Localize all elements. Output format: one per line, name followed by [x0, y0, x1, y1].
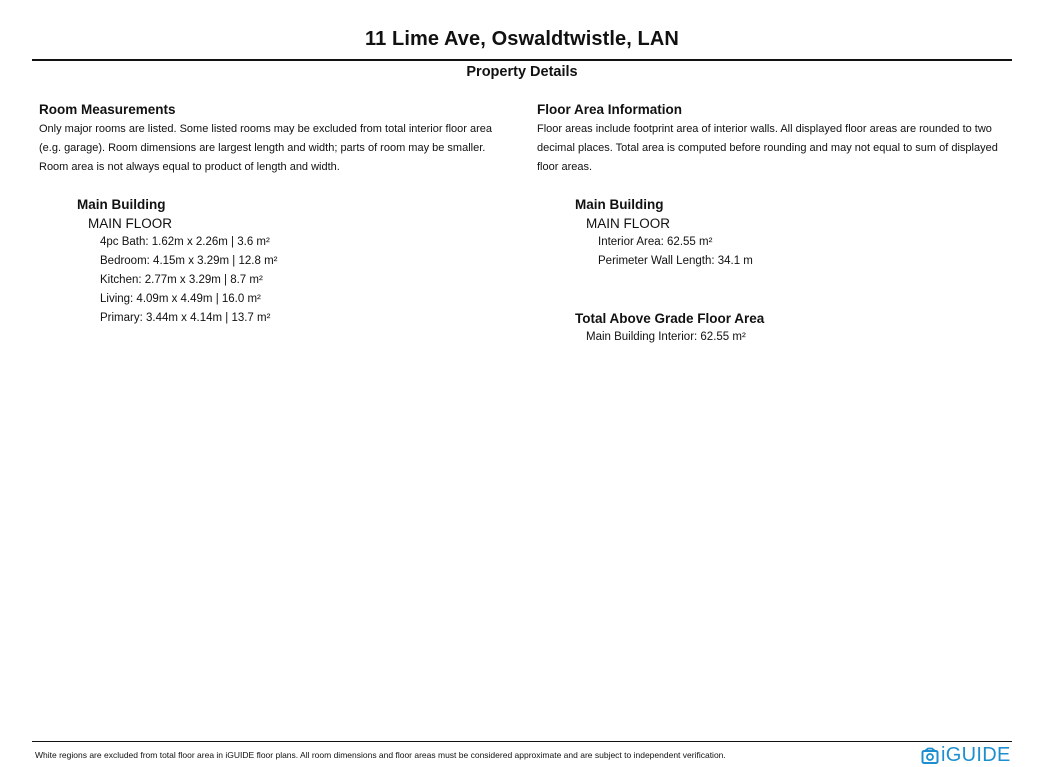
total-area-heading: Total Above Grade Floor Area	[575, 311, 765, 326]
area-item: Interior Area: 62.55 m²	[598, 236, 713, 248]
note-line: Floor areas include footprint area of interior walls. All displayed floor areas are rounded to two	[537, 123, 992, 135]
page-title: 11 Lime Ave, Oswaldtwistle, LAN	[365, 28, 679, 50]
total-area-item: Main Building Interior: 62.55 m²	[586, 331, 746, 343]
room-item: Living: 4.09m x 4.49m | 16.0 m²	[100, 293, 261, 305]
logo-text: iGUIDE	[941, 744, 1011, 766]
iguide-logo	[921, 744, 1011, 767]
room-item: 4pc Bath: 1.62m x 2.26m | 3.6 m²	[100, 236, 270, 248]
footer-note: White regions are excluded from total floor area in iGUIDE floor plans. All room dimensions and floor areas must be considered approximate and are subject to independent verification.	[35, 750, 726, 760]
area-item: Perimeter Wall Length: 34.1 m	[598, 255, 753, 267]
note-line: decimal places. Total area is computed before rounding and may not equal to sum of displayed	[537, 142, 998, 154]
page-subtitle: Property Details	[466, 64, 578, 80]
floor-heading: MAIN FLOOR	[88, 216, 173, 231]
note-line: Room area is not always equal to product of length and width.	[39, 161, 340, 173]
room-measurements-section	[39, 101, 514, 328]
footer-divider	[32, 741, 1012, 742]
room-measurements-heading: Room Measurements	[39, 102, 176, 117]
room-item: Bedroom: 4.15m x 3.29m | 12.8 m²	[100, 255, 278, 267]
building-heading: Main Building	[575, 197, 664, 212]
note-line: Only major rooms are listed. Some listed rooms may be excluded from total interior floor area	[39, 123, 493, 135]
floor-area-note	[537, 120, 1017, 177]
room-item: Kitchen: 2.77m x 3.29m | 8.7 m²	[100, 274, 263, 286]
note-line: (e.g. garage). Room dimensions are largest length and width; parts of room may be smaller.	[39, 142, 486, 154]
floor-heading: MAIN FLOOR	[586, 216, 671, 231]
title-divider	[32, 59, 1012, 61]
floor-area-heading: Floor Area Information	[537, 102, 683, 117]
note-line: floor areas.	[537, 161, 593, 173]
building-heading: Main Building	[77, 197, 166, 212]
floor-area-section	[537, 101, 1017, 347]
room-item: Primary: 3.44m x 4.14m | 13.7 m²	[100, 312, 271, 324]
camera-house-icon	[921, 747, 939, 765]
room-measurements-note	[39, 120, 514, 177]
